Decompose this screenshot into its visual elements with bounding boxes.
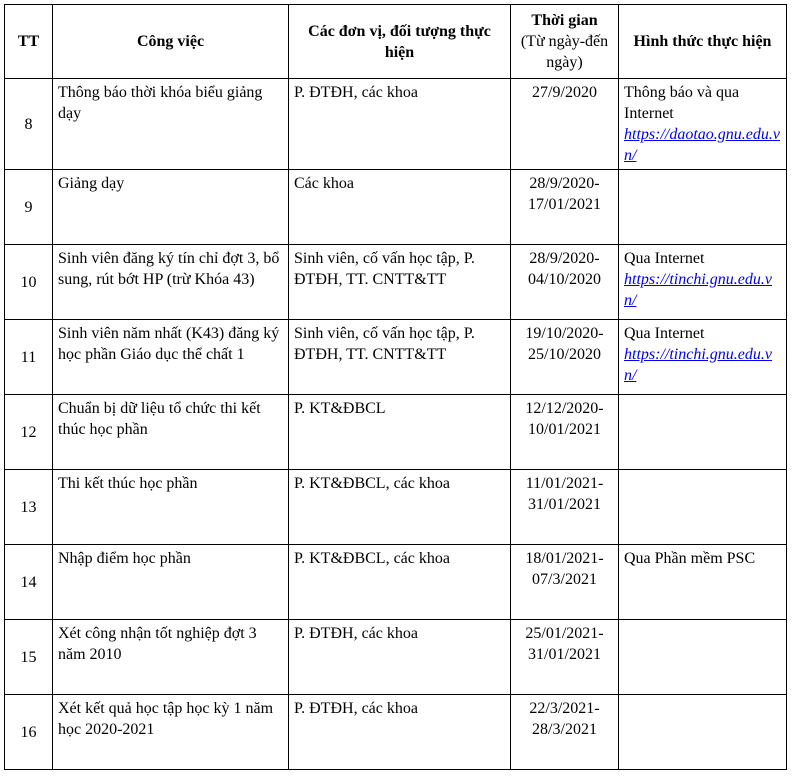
row-tt-text: 15 <box>20 648 37 666</box>
row-thoi-gian-text: 22/3/2021-28/3/2021 <box>529 700 600 738</box>
header-thoi-gian <box>511 5 619 79</box>
header-don-vi: Các đơn vị, đối tượng thực hiện <box>289 5 511 79</box>
row-don-vi-text: P. ĐTĐH, các khoa <box>294 700 418 717</box>
row-link[interactable]: https://tinchi.gnu.edu.vn/ <box>624 346 772 384</box>
row-hinh-thuc <box>619 245 787 320</box>
row-cong-viec <box>53 695 289 770</box>
header-cong-viec: Công việc <box>53 5 289 79</box>
row-hinh-thuc-text: Thông báo và qua Internet <box>624 84 740 122</box>
table-row <box>5 245 787 320</box>
row-cong-viec <box>53 170 289 245</box>
row-thoi-gian-text: 28/9/2020-04/10/2020 <box>528 250 601 288</box>
row-thoi-gian-text: 27/9/2020 <box>532 84 597 101</box>
row-tt-text: 13 <box>20 498 37 516</box>
row-cong-viec-text: Thi kết thúc học phần <box>58 475 198 492</box>
row-don-vi <box>289 245 511 320</box>
row-hinh-thuc-text: Qua Internet <box>624 325 705 342</box>
row-don-vi-text: P. KT&ĐBCL <box>294 400 386 417</box>
row-link[interactable]: https://daotao.gnu.edu.vn/ <box>624 126 780 164</box>
row-thoi-gian <box>511 620 619 695</box>
row-hinh-thuc <box>619 620 787 695</box>
table-row <box>5 545 787 620</box>
row-tt <box>5 170 53 245</box>
row-don-vi <box>289 79 511 170</box>
row-cong-viec <box>53 395 289 470</box>
row-thoi-gian <box>511 320 619 395</box>
row-thoi-gian-text: 19/10/2020-25/10/2020 <box>525 325 604 363</box>
header-hinh-thuc: Hình thức thực hiện <box>619 5 787 79</box>
row-tt-text: 9 <box>24 198 33 216</box>
row-cong-viec-text: Sinh viên đăng ký tín chỉ đợt 3, bổ sung, rút bớt HP (trừ Khóa 43) <box>58 250 280 288</box>
row-don-vi <box>289 695 511 770</box>
row-hinh-thuc <box>619 545 787 620</box>
row-don-vi <box>289 470 511 545</box>
row-tt <box>5 545 53 620</box>
row-cong-viec-text: Giảng dạy <box>58 175 125 192</box>
row-cong-viec <box>53 320 289 395</box>
row-tt <box>5 470 53 545</box>
row-hinh-thuc <box>619 79 787 170</box>
row-thoi-gian <box>511 545 619 620</box>
row-tt <box>5 620 53 695</box>
table-row <box>5 620 787 695</box>
row-hinh-thuc <box>619 470 787 545</box>
row-don-vi <box>289 620 511 695</box>
row-cong-viec <box>53 245 289 320</box>
table-row <box>5 79 787 170</box>
row-thoi-gian-text: 18/01/2021-07/3/2021 <box>525 550 604 588</box>
header-row <box>5 5 787 79</box>
row-thoi-gian <box>511 170 619 245</box>
table-row <box>5 320 787 395</box>
row-cong-viec <box>53 545 289 620</box>
row-don-vi-text: P. ĐTĐH, các khoa <box>294 625 418 642</box>
row-cong-viec <box>53 79 289 170</box>
row-cong-viec-text: Thông báo thời khóa biểu giảng dạy <box>58 84 263 122</box>
row-thoi-gian-text: 25/01/2021-31/01/2021 <box>525 625 604 663</box>
row-tt-text: 12 <box>20 423 37 441</box>
row-don-vi-text: P. KT&ĐBCL, các khoa <box>294 475 450 492</box>
schedule-table <box>4 4 787 770</box>
row-don-vi <box>289 545 511 620</box>
row-tt <box>5 395 53 470</box>
row-don-vi-text: P. KT&ĐBCL, các khoa <box>294 550 450 567</box>
table-row <box>5 695 787 770</box>
row-tt <box>5 245 53 320</box>
row-cong-viec <box>53 620 289 695</box>
row-don-vi-text: Sinh viên, cố vấn học tập, P. ĐTĐH, TT. CNTT&TT <box>294 250 475 288</box>
row-cong-viec-text: Xét kết quả học tập học kỳ 1 năm học 2020-2021 <box>58 700 274 738</box>
row-don-vi <box>289 320 511 395</box>
row-thoi-gian-text: 28/9/2020-17/01/2021 <box>528 175 601 213</box>
row-tt-text: 14 <box>20 573 37 591</box>
table-row <box>5 470 787 545</box>
row-don-vi-text: Sinh viên, cố vấn học tập, P. ĐTĐH, TT. CNTT&TT <box>294 325 475 363</box>
header-tt: TT <box>5 5 53 79</box>
row-hinh-thuc <box>619 395 787 470</box>
row-tt-text: 10 <box>20 273 37 291</box>
row-cong-viec <box>53 470 289 545</box>
row-cong-viec-text: Chuẩn bị dữ liệu tổ chức thi kết thúc học phần <box>58 400 261 438</box>
row-thoi-gian-text: 12/12/2020-10/01/2021 <box>525 400 604 438</box>
row-tt-text: 16 <box>20 723 37 741</box>
table-row <box>5 170 787 245</box>
row-thoi-gian <box>511 245 619 320</box>
row-tt <box>5 320 53 395</box>
row-thoi-gian <box>511 470 619 545</box>
table-row <box>5 395 787 470</box>
row-hinh-thuc <box>619 320 787 395</box>
header-thoi-gian-title: Thời gian <box>531 12 598 29</box>
row-hinh-thuc <box>619 695 787 770</box>
row-thoi-gian-text: 11/01/2021-31/01/2021 <box>525 475 604 513</box>
row-tt-text: 11 <box>20 348 37 366</box>
row-hinh-thuc <box>619 170 787 245</box>
row-hinh-thuc-text: Qua Phần mềm PSC <box>624 550 756 567</box>
row-thoi-gian <box>511 79 619 170</box>
row-thoi-gian <box>511 395 619 470</box>
row-tt-text: 8 <box>24 115 33 133</box>
row-don-vi <box>289 170 511 245</box>
row-don-vi-text: P. ĐTĐH, các khoa <box>294 84 418 101</box>
row-tt <box>5 695 53 770</box>
row-cong-viec-text: Sinh viên năm nhất (K43) đăng ký học phần Giáo dục thể chất 1 <box>58 325 280 363</box>
row-don-vi-text: Các khoa <box>294 175 354 192</box>
row-hinh-thuc-text: Qua Internet <box>624 250 705 267</box>
row-link[interactable]: https://tinchi.gnu.edu.vn/ <box>624 271 772 309</box>
row-cong-viec-text: Xét công nhận tốt nghiệp đợt 3 năm 2010 <box>58 625 257 663</box>
row-thoi-gian <box>511 695 619 770</box>
row-don-vi <box>289 395 511 470</box>
header-thoi-gian-sub: (Từ ngày-đến ngày) <box>520 33 609 71</box>
row-tt <box>5 79 53 170</box>
row-cong-viec-text: Nhập điểm học phần <box>58 550 191 567</box>
